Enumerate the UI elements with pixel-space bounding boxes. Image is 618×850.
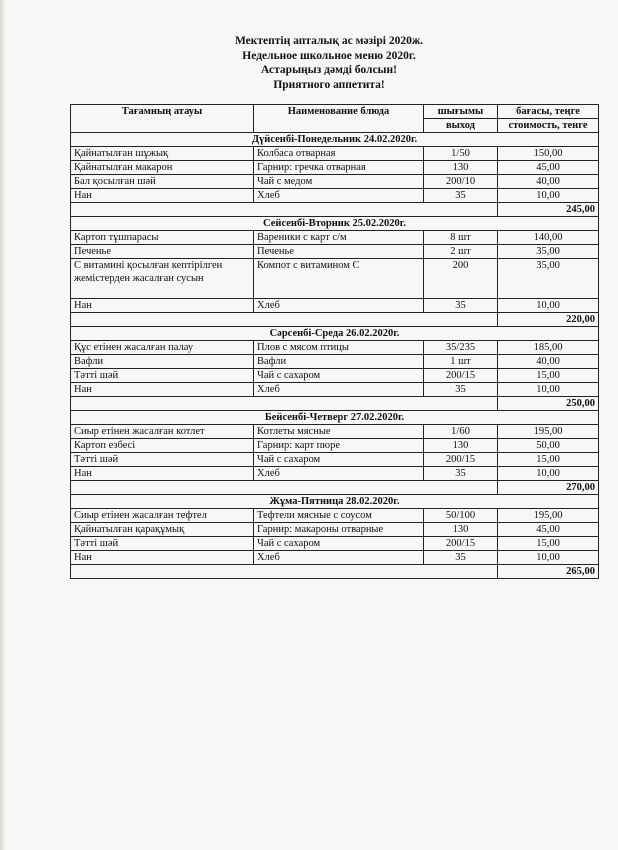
- menu-table-body: [71, 133, 599, 579]
- dish-name-kaz: Сиыр етінен жасалған тефтел: [71, 509, 254, 523]
- dish-name-kaz: Нан: [71, 467, 254, 481]
- dish-name-rus: Хлеб: [254, 299, 424, 313]
- table-row: [71, 453, 599, 467]
- dish-name-rus: Плов с мясом птицы: [254, 341, 424, 355]
- table-row: [71, 161, 599, 175]
- table-row: [71, 189, 599, 203]
- dish-yield: 1/50: [424, 147, 498, 161]
- dish-name-kaz: Қайнатылған шұжық: [71, 147, 254, 161]
- dish-name-rus: Хлеб: [254, 467, 424, 481]
- dish-name-rus: Чай с сахаром: [254, 453, 424, 467]
- dish-price: 185,00: [498, 341, 599, 355]
- dish-name-rus: Компот с витамином С: [254, 259, 424, 299]
- dish-name-rus: Хлеб: [254, 551, 424, 565]
- dish-name-rus: Тефтели мясные с соусом: [254, 509, 424, 523]
- dish-price: 195,00: [498, 425, 599, 439]
- total-spacer: [71, 203, 498, 217]
- table-row: [71, 551, 599, 565]
- dish-name-kaz: Картоп езбесі: [71, 439, 254, 453]
- dish-price: 45,00: [498, 161, 599, 175]
- dish-name-rus: Вафли: [254, 355, 424, 369]
- dish-name-kaz: Қайнатылған қарақұмық: [71, 523, 254, 537]
- table-row: [71, 369, 599, 383]
- dish-name-kaz: Тәтті шәй: [71, 537, 254, 551]
- table-row: [71, 383, 599, 397]
- dish-yield: 200/15: [424, 537, 498, 551]
- dish-price: 15,00: [498, 369, 599, 383]
- table-row: [71, 509, 599, 523]
- day-heading-row: [71, 133, 599, 147]
- dish-yield: 35/235: [424, 341, 498, 355]
- header-title-rus: Недельное школьное меню 2020г.: [242, 49, 416, 62]
- dish-price: 10,00: [498, 467, 599, 481]
- day-total: 250,00: [498, 397, 599, 411]
- dish-name-kaz: С витамині қосылған кептірілген жемістерден жасалған сусын: [71, 259, 254, 299]
- col-header-yield-rus: выход: [424, 119, 498, 133]
- dish-yield: 1/60: [424, 425, 498, 439]
- dish-name-kaz: Нан: [71, 189, 254, 203]
- dish-price: 40,00: [498, 355, 599, 369]
- dish-price: 150,00: [498, 147, 599, 161]
- dish-name-kaz: Нан: [71, 383, 254, 397]
- dish-name-kaz: Тәтті шәй: [71, 369, 254, 383]
- dish-yield: 35: [424, 383, 498, 397]
- dish-price: 45,00: [498, 523, 599, 537]
- dish-name-rus: Гарнир: гречка отварная: [254, 161, 424, 175]
- day-total-row: [71, 481, 599, 495]
- table-row: [71, 425, 599, 439]
- dish-yield: 1 шт: [424, 355, 498, 369]
- dish-name-kaz: Құс етінен жасалған палау: [71, 341, 254, 355]
- dish-name-kaz: Картоп тұшпарасы: [71, 231, 254, 245]
- dish-name-kaz: Сиыр етінен жасалған котлет: [71, 425, 254, 439]
- dish-name-rus: Чай с сахаром: [254, 369, 424, 383]
- dish-price: 10,00: [498, 299, 599, 313]
- day-heading-row: [71, 495, 599, 509]
- menu-header: [0, 34, 618, 92]
- dish-name-kaz: Вафли: [71, 355, 254, 369]
- header-title-kaz: Мектептің апталық ас мәзірі 2020ж.: [234, 35, 424, 47]
- day-heading-row: [71, 217, 599, 231]
- dish-name-kaz: Қайнатылған макарон: [71, 161, 254, 175]
- dish-price: 10,00: [498, 551, 599, 565]
- col-header-kaz-name: Тағамның атауы: [71, 105, 254, 133]
- dish-name-rus: Гарнир: макароны отварные: [254, 523, 424, 537]
- dish-name-rus: Вареники с карт с/м: [254, 231, 424, 245]
- dish-price: 15,00: [498, 453, 599, 467]
- table-row: [71, 175, 599, 189]
- dish-yield: 130: [424, 523, 498, 537]
- col-header-rus-name: Наименование блюда: [254, 105, 424, 133]
- dish-name-kaz: Нан: [71, 299, 254, 313]
- day-title: Жұма-Пятница 28.02.2020г.: [71, 495, 599, 509]
- day-title: Бейсенбі-Четверг 27.02.2020г.: [71, 411, 599, 425]
- table-row: [71, 523, 599, 537]
- day-total: 220,00: [498, 313, 599, 327]
- dish-yield: 50/100: [424, 509, 498, 523]
- dish-yield: 130: [424, 439, 498, 453]
- dish-name-rus: Колбаса отварная: [254, 147, 424, 161]
- day-title: Дүйсенбі-Понедельник 24.02.2020г.: [71, 133, 599, 147]
- header-greeting-kaz: Астарыңыз дәмді болсын!: [261, 64, 397, 76]
- table-row: [71, 537, 599, 551]
- day-total-row: [71, 313, 599, 327]
- dish-name-rus: Чай с медом: [254, 175, 424, 189]
- table-row: [71, 439, 599, 453]
- dish-yield: 35: [424, 467, 498, 481]
- dish-price: 35,00: [498, 245, 599, 259]
- menu-table-head: [71, 105, 599, 133]
- table-row: [71, 245, 599, 259]
- dish-yield: 200/15: [424, 369, 498, 383]
- dish-name-kaz: Нан: [71, 551, 254, 565]
- dish-yield: 35: [424, 551, 498, 565]
- day-total: 265,00: [498, 565, 599, 579]
- table-row: [71, 231, 599, 245]
- dish-name-kaz: Бал қосылған шәй: [71, 175, 254, 189]
- dish-price: 50,00: [498, 439, 599, 453]
- dish-price: 140,00: [498, 231, 599, 245]
- dish-yield: 8 шт: [424, 231, 498, 245]
- col-header-price-kaz: бағасы, теңге: [498, 105, 599, 119]
- table-row: [71, 467, 599, 481]
- header-greeting-rus: Приятного аппетита!: [273, 78, 385, 91]
- day-total-row: [71, 397, 599, 411]
- dish-price: 35,00: [498, 259, 599, 299]
- total-spacer: [71, 313, 498, 327]
- table-row: [71, 259, 599, 299]
- dish-name-rus: Чай с сахаром: [254, 537, 424, 551]
- day-heading-row: [71, 411, 599, 425]
- dish-price: 195,00: [498, 509, 599, 523]
- dish-yield: 200: [424, 259, 498, 299]
- dish-price: 15,00: [498, 537, 599, 551]
- day-total-row: [71, 565, 599, 579]
- dish-yield: 200/15: [424, 453, 498, 467]
- table-row: [71, 299, 599, 313]
- dish-name-kaz: Тәтті шәй: [71, 453, 254, 467]
- dish-yield: 35: [424, 189, 498, 203]
- total-spacer: [71, 565, 498, 579]
- dish-name-rus: Печенье: [254, 245, 424, 259]
- dish-yield: 35: [424, 299, 498, 313]
- dish-price: 10,00: [498, 383, 599, 397]
- day-title: Сәрсенбі-Среда 26.02.2020г.: [71, 327, 599, 341]
- total-spacer: [71, 397, 498, 411]
- day-title: Сейсенбі-Вторник 25.02.2020г.: [71, 217, 599, 231]
- table-row: [71, 147, 599, 161]
- day-total: 245,00: [498, 203, 599, 217]
- total-spacer: [71, 481, 498, 495]
- menu-table: [70, 104, 599, 579]
- dish-name-rus: Хлеб: [254, 189, 424, 203]
- dish-yield: 200/10: [424, 175, 498, 189]
- dish-price: 40,00: [498, 175, 599, 189]
- scan-page-edge: [0, 0, 6, 850]
- dish-name-rus: Хлеб: [254, 383, 424, 397]
- col-header-yield-kaz: шығымы: [424, 105, 498, 119]
- dish-name-rus: Гарнир: карт пюре: [254, 439, 424, 453]
- dish-yield: 130: [424, 161, 498, 175]
- dish-name-kaz: Печенье: [71, 245, 254, 259]
- day-total: 270,00: [498, 481, 599, 495]
- day-total-row: [71, 203, 599, 217]
- dish-name-rus: Котлеты мясные: [254, 425, 424, 439]
- day-heading-row: [71, 327, 599, 341]
- col-header-price-rus: стоимость, тенге: [498, 119, 599, 133]
- dish-yield: 2 шт: [424, 245, 498, 259]
- table-row: [71, 355, 599, 369]
- dish-price: 10,00: [498, 189, 599, 203]
- table-row: [71, 341, 599, 355]
